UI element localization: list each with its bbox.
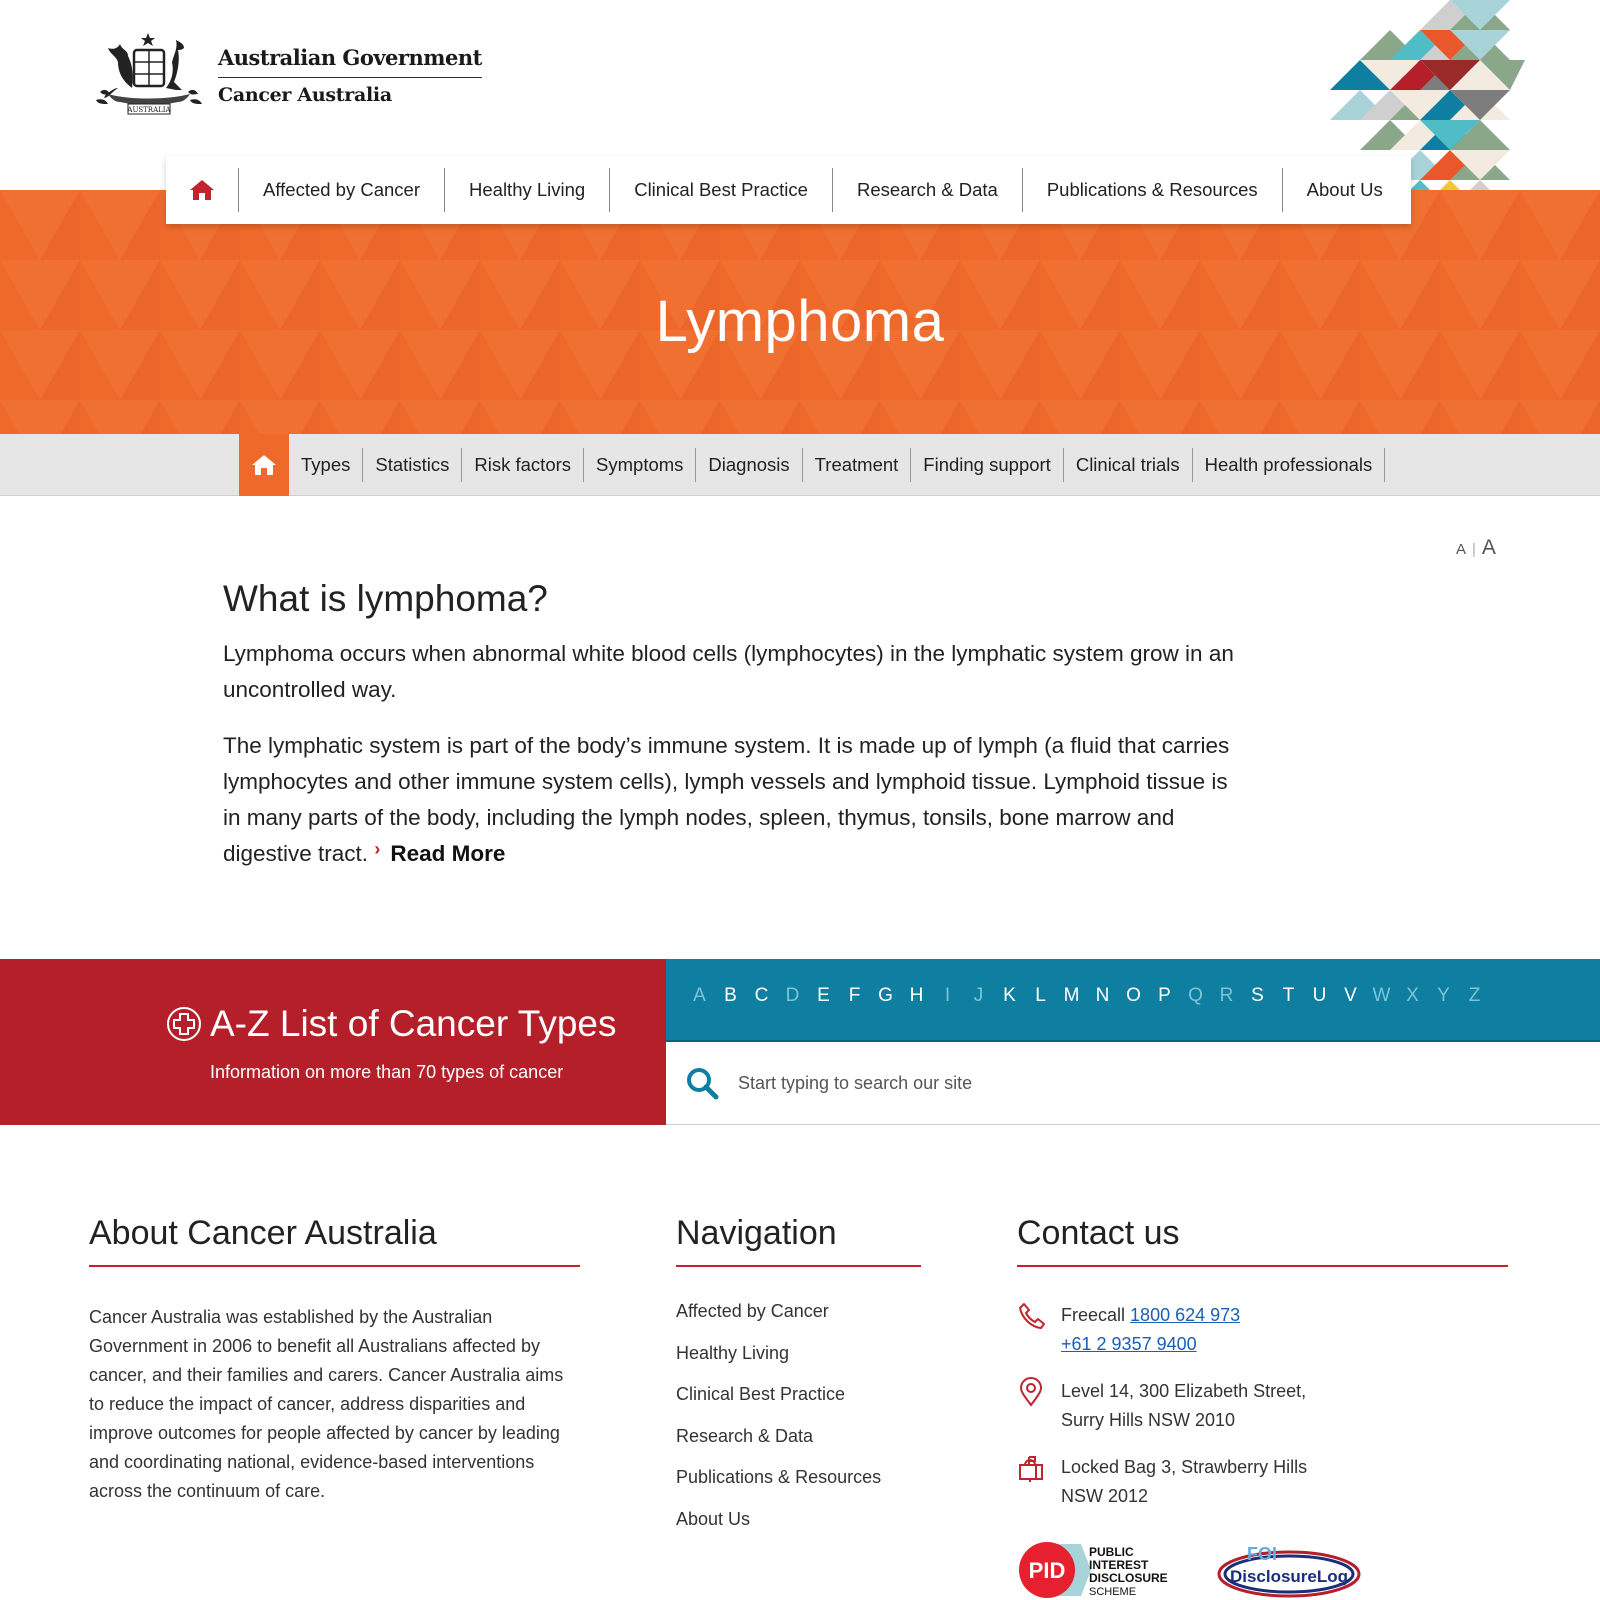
article-paragraph-1: Lymphoma occurs when abnormal white blood cells (lymphocytes) in the lymphatic system grow in an uncontrolled way. bbox=[223, 641, 1234, 702]
alphabet-letter-a: A bbox=[693, 985, 706, 1006]
footer-nav-clinical-best-practice[interactable]: Clinical Best Practice bbox=[676, 1384, 846, 1404]
alphabet-letter-c[interactable]: C bbox=[754, 985, 769, 1006]
footer-nav-affected-by-cancer[interactable]: Affected by Cancer bbox=[676, 1301, 829, 1321]
article-paragraph-2-text: The lymphatic system is part of the body’s immune system. It is made up of lymph (a fluid that carries lymphocytes and other immune system cells), lymph vessels and lymphoid tissue. Lymphoid tissue is in many parts of the body, including the lymph nodes, spleen, thymus, tonsils, bone marrow and digestive tract. bbox=[223, 733, 1230, 866]
alphabet-letter-x: X bbox=[1406, 985, 1419, 1006]
read-more-label: Read More bbox=[390, 841, 506, 866]
pid-logo-text: PID bbox=[1028, 1558, 1066, 1583]
contact-phone bbox=[1017, 1301, 1508, 1359]
article-intro bbox=[223, 578, 1243, 893]
section-navigation bbox=[0, 434, 1600, 496]
home-icon bbox=[251, 453, 277, 477]
page-banner bbox=[0, 190, 1600, 434]
main-nav-healthy-living[interactable]: Healthy Living bbox=[444, 168, 609, 212]
foi-disclosure-text: DisclosureLog bbox=[1229, 1567, 1349, 1586]
footer-badges bbox=[1017, 1540, 1377, 1600]
main-navigation bbox=[166, 156, 1411, 224]
search-input[interactable] bbox=[738, 1073, 1518, 1094]
postal-line-1: Locked Bag 3, Strawberry Hills bbox=[1061, 1457, 1308, 1477]
contact-address bbox=[1017, 1377, 1508, 1435]
article-paragraph-2 bbox=[223, 728, 1243, 873]
main-nav-clinical-best-practice[interactable]: Clinical Best Practice bbox=[609, 168, 832, 212]
alphabet-letter-g[interactable]: G bbox=[878, 985, 893, 1006]
freecall-label: Freecall bbox=[1061, 1305, 1126, 1325]
main-nav-publications-resources[interactable]: Publications & Resources bbox=[1022, 168, 1282, 212]
az-title: A-Z List of Cancer Types bbox=[210, 1003, 617, 1044]
alphabet-letter-m[interactable]: M bbox=[1063, 985, 1080, 1006]
footer-nav-research-data[interactable]: Research & Data bbox=[676, 1425, 814, 1446]
pid-line-1: PUBLIC bbox=[1089, 1545, 1134, 1559]
site-logo[interactable] bbox=[88, 30, 482, 120]
footer-navigation-heading: Navigation bbox=[676, 1214, 921, 1267]
pid-line-4: SCHEME bbox=[1089, 1586, 1137, 1598]
chevron-right-icon: › bbox=[374, 839, 381, 859]
footer-contact bbox=[1017, 1214, 1508, 1511]
footer-nav-publications-resources[interactable]: Publications & Resources bbox=[676, 1467, 882, 1487]
mailbox-icon bbox=[1017, 1453, 1045, 1483]
alphabet-letter-l[interactable]: L bbox=[1035, 985, 1046, 1006]
pid-line-2: INTEREST bbox=[1089, 1558, 1149, 1572]
alphabet-bar bbox=[666, 959, 1600, 1042]
alphabet-letter-f[interactable]: F bbox=[848, 985, 861, 1006]
alphabet-letters bbox=[684, 985, 1490, 1007]
alphabet-letter-h[interactable]: H bbox=[909, 985, 924, 1006]
footer-nav-healthy-living[interactable]: Healthy Living bbox=[676, 1342, 790, 1363]
article-heading: What is lymphoma? bbox=[223, 578, 548, 619]
main-nav-about-us[interactable]: About Us bbox=[1282, 168, 1407, 212]
map-pin-icon bbox=[1017, 1377, 1045, 1407]
alphabet-letter-w: W bbox=[1372, 985, 1391, 1006]
alphabet-letter-b[interactable]: B bbox=[724, 985, 737, 1006]
freecall-number-link[interactable]: 1800 624 973 bbox=[1130, 1305, 1241, 1325]
alphabet-letter-y: Y bbox=[1437, 985, 1450, 1006]
section-nav-health-professionals[interactable]: Health professionals bbox=[1193, 448, 1386, 482]
section-nav-symptoms[interactable]: Symptoms bbox=[584, 448, 696, 482]
font-size-divider: | bbox=[1472, 541, 1476, 558]
coat-of-arms-icon bbox=[88, 30, 208, 120]
section-nav-home[interactable] bbox=[239, 434, 289, 496]
section-nav-treatment[interactable]: Treatment bbox=[803, 448, 912, 482]
footer-about bbox=[89, 1214, 580, 1506]
page-title: Lymphoma bbox=[655, 289, 945, 354]
foi-disclosure-log-badge[interactable] bbox=[1219, 1544, 1359, 1596]
alphabet-letter-z: Z bbox=[1468, 985, 1481, 1006]
footer-contact-heading: Contact us bbox=[1017, 1214, 1508, 1267]
alphabet-letter-j: J bbox=[973, 985, 984, 1006]
alphabet-letter-n[interactable]: N bbox=[1095, 985, 1110, 1006]
footer-navigation bbox=[676, 1214, 921, 1550]
alphabet-letter-k[interactable]: K bbox=[1003, 985, 1016, 1006]
alphabet-letter-i: I bbox=[944, 985, 951, 1006]
alphabet-letter-t[interactable]: T bbox=[1282, 985, 1295, 1006]
alphabet-letter-p[interactable]: P bbox=[1158, 985, 1171, 1006]
section-nav-diagnosis[interactable]: Diagnosis bbox=[696, 448, 802, 482]
alphabet-letter-q: Q bbox=[1188, 985, 1203, 1006]
footer-about-heading: About Cancer Australia bbox=[89, 1214, 580, 1267]
section-nav-types[interactable]: Types bbox=[289, 448, 363, 482]
footer-about-text: Cancer Australia was established by the Australian Government in 2006 to benefit all Australians affected by cancer, and their families and carers. Cancer Australia aims to reduce the impact of cancer, address disparities and improve outcomes for people affected by cancer by leading and coordinating national, evidence-based interventions across the continuum of care. bbox=[89, 1307, 564, 1501]
alphabet-letter-v[interactable]: V bbox=[1344, 985, 1357, 1006]
pid-scheme-badge[interactable] bbox=[1019, 1542, 1168, 1598]
section-nav-risk-factors[interactable]: Risk factors bbox=[462, 448, 584, 482]
font-size-toggle bbox=[1456, 536, 1496, 560]
crest-motto: AUSTRALIA bbox=[127, 106, 171, 114]
foi-logo-text: FOI bbox=[1247, 1544, 1277, 1564]
alphabet-letter-o[interactable]: O bbox=[1126, 985, 1141, 1006]
plus-circle-icon bbox=[166, 1006, 202, 1042]
address-line-2: Surry Hills NSW 2010 bbox=[1061, 1410, 1236, 1430]
main-nav-research-data[interactable]: Research & Data bbox=[832, 168, 1022, 212]
az-subtitle: Information on more than 70 types of cancer bbox=[210, 1062, 564, 1082]
search-icon[interactable] bbox=[684, 1065, 720, 1101]
phone-number-link[interactable]: +61 2 9357 9400 bbox=[1061, 1334, 1197, 1354]
section-nav-statistics[interactable]: Statistics bbox=[363, 448, 462, 482]
read-more-link[interactable] bbox=[374, 841, 505, 866]
government-name: Australian Government bbox=[218, 45, 482, 78]
font-size-small-button[interactable]: A bbox=[1456, 541, 1467, 558]
phone-icon bbox=[1017, 1301, 1045, 1331]
az-title-link[interactable] bbox=[166, 1003, 616, 1045]
alphabet-letter-d: D bbox=[785, 985, 800, 1006]
alphabet-letter-u[interactable]: U bbox=[1312, 985, 1327, 1006]
address-line-1: Level 14, 300 Elizabeth Street, bbox=[1061, 1381, 1307, 1401]
section-nav-finding-support[interactable]: Finding support bbox=[911, 448, 1064, 482]
alphabet-letter-r: R bbox=[1219, 985, 1234, 1006]
contact-postal bbox=[1017, 1453, 1508, 1511]
pid-line-3: DISCLOSURE bbox=[1089, 1571, 1168, 1585]
postal-line-2: NSW 2012 bbox=[1061, 1486, 1149, 1506]
az-cancer-types-panel bbox=[0, 959, 666, 1125]
footer-nav-about-us[interactable]: About Us bbox=[676, 1508, 751, 1529]
main-nav-home[interactable] bbox=[166, 156, 238, 224]
section-nav-clinical-trials[interactable]: Clinical trials bbox=[1064, 448, 1193, 482]
alphabet-letter-e[interactable]: E bbox=[817, 985, 830, 1006]
home-icon bbox=[189, 178, 215, 202]
font-size-large-button[interactable]: A bbox=[1481, 536, 1496, 559]
agency-name: Cancer Australia bbox=[218, 83, 392, 106]
main-nav-affected-by-cancer[interactable]: Affected by Cancer bbox=[238, 168, 444, 212]
alphabet-letter-s[interactable]: S bbox=[1251, 985, 1264, 1006]
site-search bbox=[666, 1042, 1600, 1125]
